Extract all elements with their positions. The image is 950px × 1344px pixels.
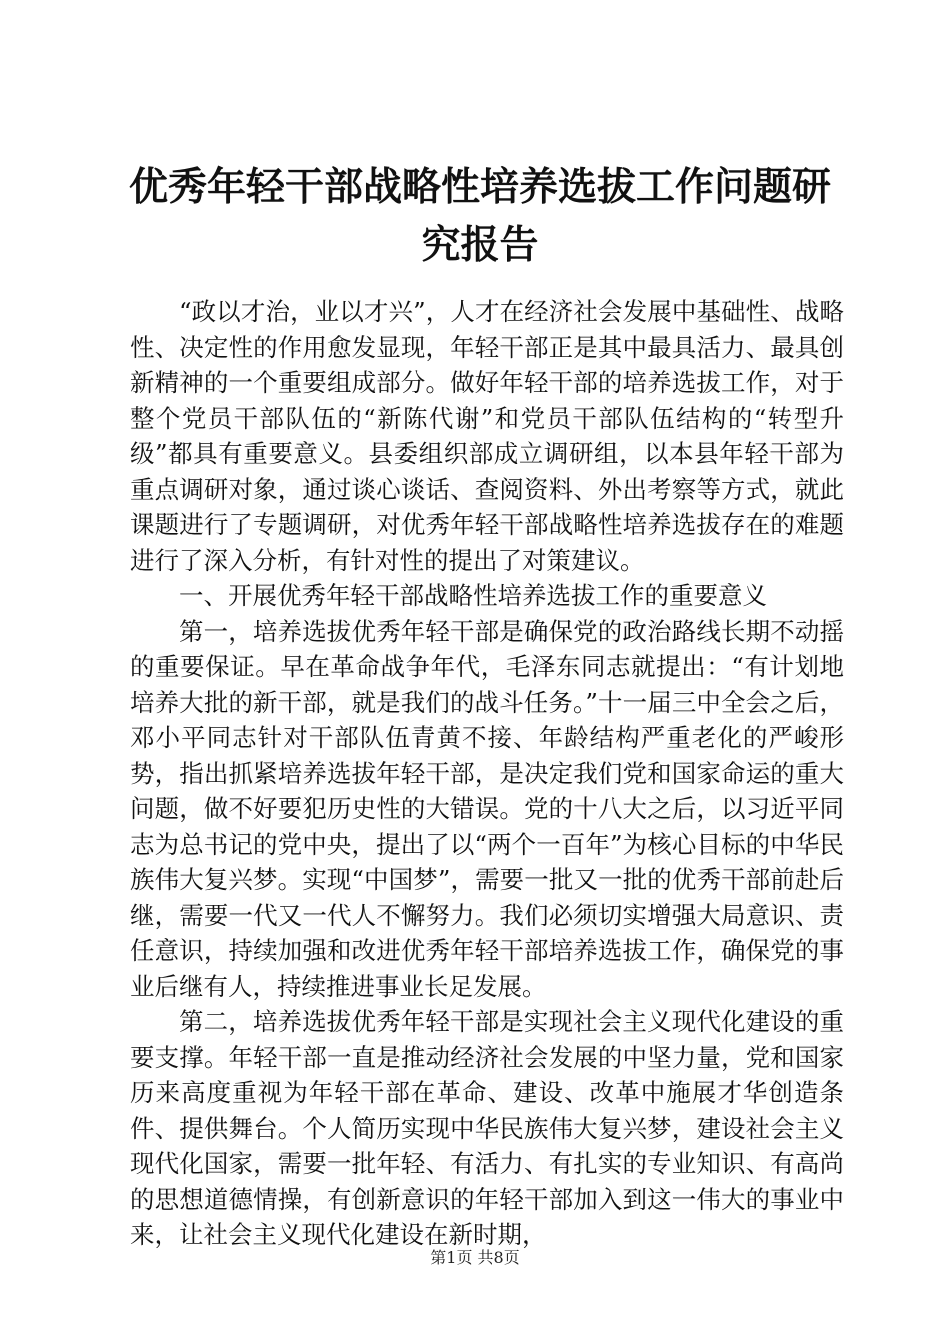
body-paragraph-second: 第二，培养选拔优秀年轻干部是实现社会主义现代化建设的重要支撑。年轻干部一直是推动经济社会发展的中坚力量，党和国家历来高度重视为年轻干部在革命、建设、改革中施展才华创造条件、提供舞台。个人简历实现中华民族伟大复兴梦，建设社会主义现代化国家，需要一批年轻、有活力、有扎实的专业知识、有高尚的思想道德情操，有创新意识的年轻干部加入到这一伟大的事业中来，让社会主义现代化建设在新时期， xyxy=(130,1007,844,1249)
document-title: 优秀年轻干部战略性培养选拔工作问题研究报告 xyxy=(128,164,831,268)
body-paragraph-first: 第一，培养选拔优秀年轻干部是确保党的政治路线长期不动摇的重要保证。早在革命战争年代，毛泽东同志就提出：“有计划地培养大批的新干部，就是我们的战斗任务。”十一届三中全会之后，邓小平同志针对干部队伍青黄不接、年龄结构严重老化的严峻形势，指出抓紧培养选拔年轻干部，是决定我们党和国家命运的重大问题，做不好要犯历史性的大错误。党的十八大之后，以习近平同志为总书记的党中央，提出了以“两个一百年”为核心目标的中华民族伟大复兴梦。实现“中国梦”，需要一批又一批的优秀干部前赴后继，需要一代又一代人不懈努力。我们必须切实增强大局意识、责任意识，持续加强和改进优秀年轻干部培养选拔工作，确保党的事业后继有人，持续推进事业长足发展。 xyxy=(130,616,844,1001)
document-body xyxy=(130,294,844,1253)
body-paragraph-intro: “政以才治，业以才兴”，人才在经济社会发展中基础性、战略性、决定性的作用愈发显现，年轻干部正是其中最具活力、最具创新精神的一个重要组成部分。做好年轻干部的培养选拔工作，对于整个党员干部队伍的“新陈代谢”和党员干部队伍结构的“转型升级”都具有重要意义。县委组织部成立调研组，以本县年轻干部为重点调研对象，通过谈心谈话、查阅资料、外出考察等方式，就此课题进行了专题调研，对优秀年轻干部战略性培养选拔存在的难题进行了深入分析，有针对性的提出了对策建议。 xyxy=(130,297,844,575)
page-footer: 第1页 共8页 xyxy=(430,1248,520,1267)
section-heading-1: 一、开展优秀年轻干部战略性培养选拔工作的重要意义 xyxy=(179,581,767,610)
